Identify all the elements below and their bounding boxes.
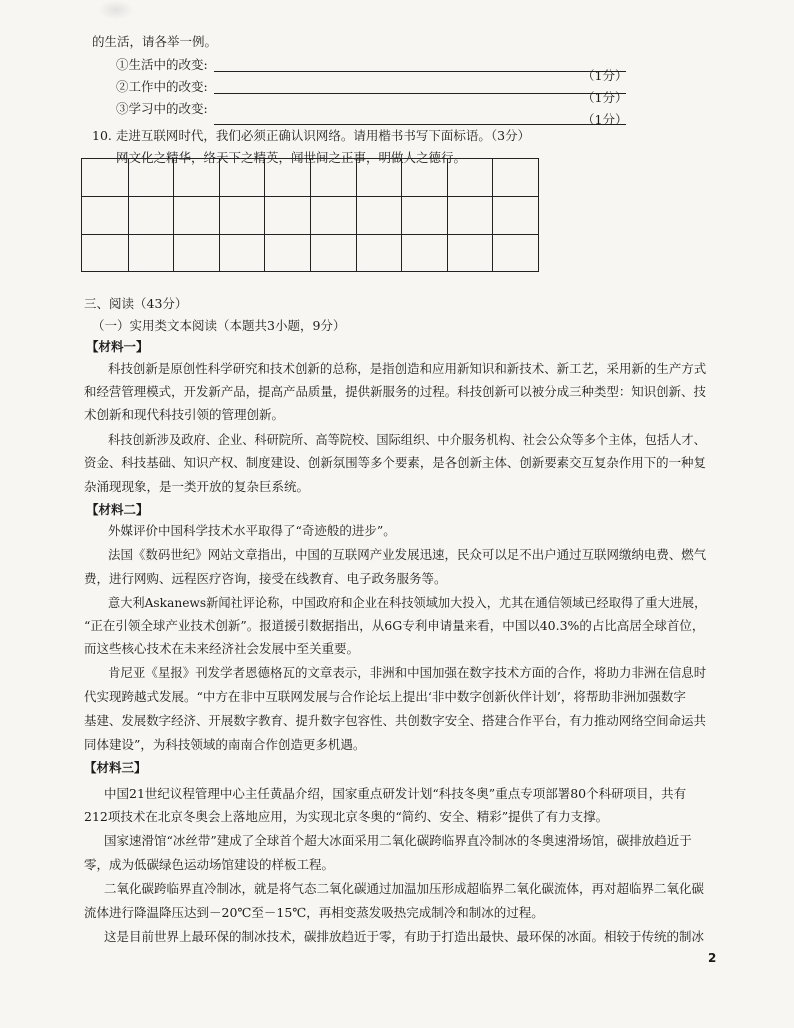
paragraph-line: 资金、科技基础、知识产权、制度建设、创新氛围等多个要素，是各创新主体、创新要素交互复杂作用下的一种复 bbox=[84, 455, 706, 470]
q9-item-label: ③学习中的改变: bbox=[116, 101, 208, 116]
answer-line[interactable] bbox=[214, 93, 626, 94]
grid-line bbox=[173, 159, 174, 271]
paragraph-line: 而这些核心技术在未来经济社会发展中至关重要。 bbox=[84, 641, 360, 656]
q10-slogan: 网文化之精华，络天下之精英，闻世间之正事，明做人之德行。 bbox=[116, 150, 467, 165]
material-heading: 【材料三】 bbox=[84, 760, 147, 775]
q9-item-label: ②工作中的改变: bbox=[116, 79, 208, 94]
q9-item-score: （1分） bbox=[582, 90, 628, 105]
scan-smudge bbox=[98, 0, 134, 20]
q9-intro: 的生活，请各举一例。 bbox=[92, 34, 218, 49]
grid-line bbox=[356, 159, 357, 271]
q10-prompt: 10. 走进互联网时代，我们必须正确认识网络。请用楷书书写下面标语。（3分） bbox=[92, 128, 531, 143]
q9-item-score: （1分） bbox=[582, 68, 628, 83]
paragraph-line: 外媒评价中国科学技术水平取得了“奇迹般的进步”。 bbox=[108, 523, 396, 538]
q9-item-label: ①生活中的改变: bbox=[116, 57, 208, 72]
paragraph-line: 代实现跨越式发展。“中方在非中互联网发展与合作论坛上提出‘非中数字创新伙伴计划’，将帮助非洲加强数字 bbox=[84, 689, 686, 704]
paragraph-line: 杂涌现现象，是一类开放的复杂巨系统。 bbox=[84, 479, 310, 494]
grid-line bbox=[264, 159, 265, 271]
grid-line bbox=[82, 196, 538, 197]
grid-line bbox=[310, 159, 311, 271]
paragraph-line: 零，成为低碳绿色运动场馆建设的样板工程。 bbox=[84, 857, 335, 872]
q9-item-score: （1分） bbox=[582, 112, 628, 127]
paragraph-line: 同体建设”，为科技领域的南南合作创造更多机遇。 bbox=[84, 737, 366, 752]
grid-line bbox=[492, 159, 493, 271]
paragraph-line: 二氧化碳跨临界直冷制冰，就是将气态二氧化碳通过加温加压形成超临界二氧化碳流体，再对超临界二氧化碳 bbox=[104, 881, 705, 896]
paragraph-line: 中国21世纪议程管理中心主任黄晶介绍，国家重点研发计划“科技冬奥”重点专项部署80个科研项目，共有 bbox=[104, 786, 687, 801]
paragraph-line: 基建、发展数字经济、开展数字教育、提升数字包容性、共创数字安全、搭建合作平台，有力推动网络空间命运共 bbox=[84, 713, 706, 728]
section-subtitle: （一）实用类文本阅读（本题共3小题，9分） bbox=[92, 318, 346, 333]
paragraph-line: 法国《数码世纪》网站文章指出，中国的互联网产业发展迅速，民众可以足不出户通过互联网缴纳电费、燃气 bbox=[108, 547, 707, 562]
paragraph-line: 国家速滑馆“冰丝带”建成了全球首个超大冰面采用二氧化碳跨临界直冷制冰的冬奥速滑场馆，碳排放趋近于 bbox=[104, 833, 692, 848]
paragraph-line: 这是目前世界上最环保的制冰技术，碳排放趋近于零，有助于打造出最快、最环保的冰面。相较于传统的制冰 bbox=[104, 929, 705, 944]
paragraph-line: “正在引领全球产业技术创新”。报道援引数据指出，从6G专利申请量来看，中国以40.3%的占比高居全球首位， bbox=[84, 618, 705, 633]
paragraph-line: 和经营管理模式，开发新产品，提高产品质量，提供新服务的过程。科技创新可以被分成三种类型：知识创新、技 bbox=[84, 384, 706, 399]
grid-line bbox=[128, 159, 129, 271]
paragraph-line: 科技创新是原创性科学研究和技术创新的总称，是指创造和应用新知识和新技术、新工艺，采用新的生产方式 bbox=[108, 361, 707, 376]
paragraph-line: 流体进行降温降压达到－20℃至－15℃，再相变蒸发吸热完成制冷和制冰的过程。 bbox=[84, 905, 544, 920]
answer-line[interactable] bbox=[214, 124, 626, 125]
material-heading: 【材料二】 bbox=[86, 502, 149, 517]
grid-line bbox=[219, 159, 220, 271]
grid-line bbox=[82, 234, 538, 235]
material-heading: 【材料一】 bbox=[86, 339, 149, 354]
paragraph-line: 费，进行网购、远程医疗咨询，接受在线教育、电子政务服务等。 bbox=[84, 571, 447, 586]
answer-line[interactable] bbox=[214, 71, 626, 72]
grid-line bbox=[401, 159, 402, 271]
writing-grid[interactable] bbox=[81, 158, 539, 272]
grid-line bbox=[447, 159, 448, 271]
paragraph-line: 意大利Askanews新闻社评论称，中国政府和企业在科技领域加大投入，尤其在通信领域已经取得了重大进展， bbox=[108, 595, 707, 610]
paragraph-line: 212项技术在北京冬奥会上落地应用，为实现北京冬奥的“简约、安全、精彩”提供了有力支撑。 bbox=[84, 809, 609, 824]
paragraph-line: 肯尼亚《星报》刊发学者恩德格瓦的文章表示，非洲和中国加强在数字技术方面的合作，将助力非洲在信息时 bbox=[108, 665, 707, 680]
paragraph-line: 术创新和现代科技引领的管理创新。 bbox=[84, 407, 285, 422]
page-number: 2 bbox=[708, 951, 717, 965]
section-title: 三、阅读（43分） bbox=[84, 296, 188, 311]
paragraph-line: 科技创新涉及政府、企业、科研院所、高等院校、国际组织、中介服务机构、社会公众等多个主体，包括人才、 bbox=[108, 432, 706, 447]
